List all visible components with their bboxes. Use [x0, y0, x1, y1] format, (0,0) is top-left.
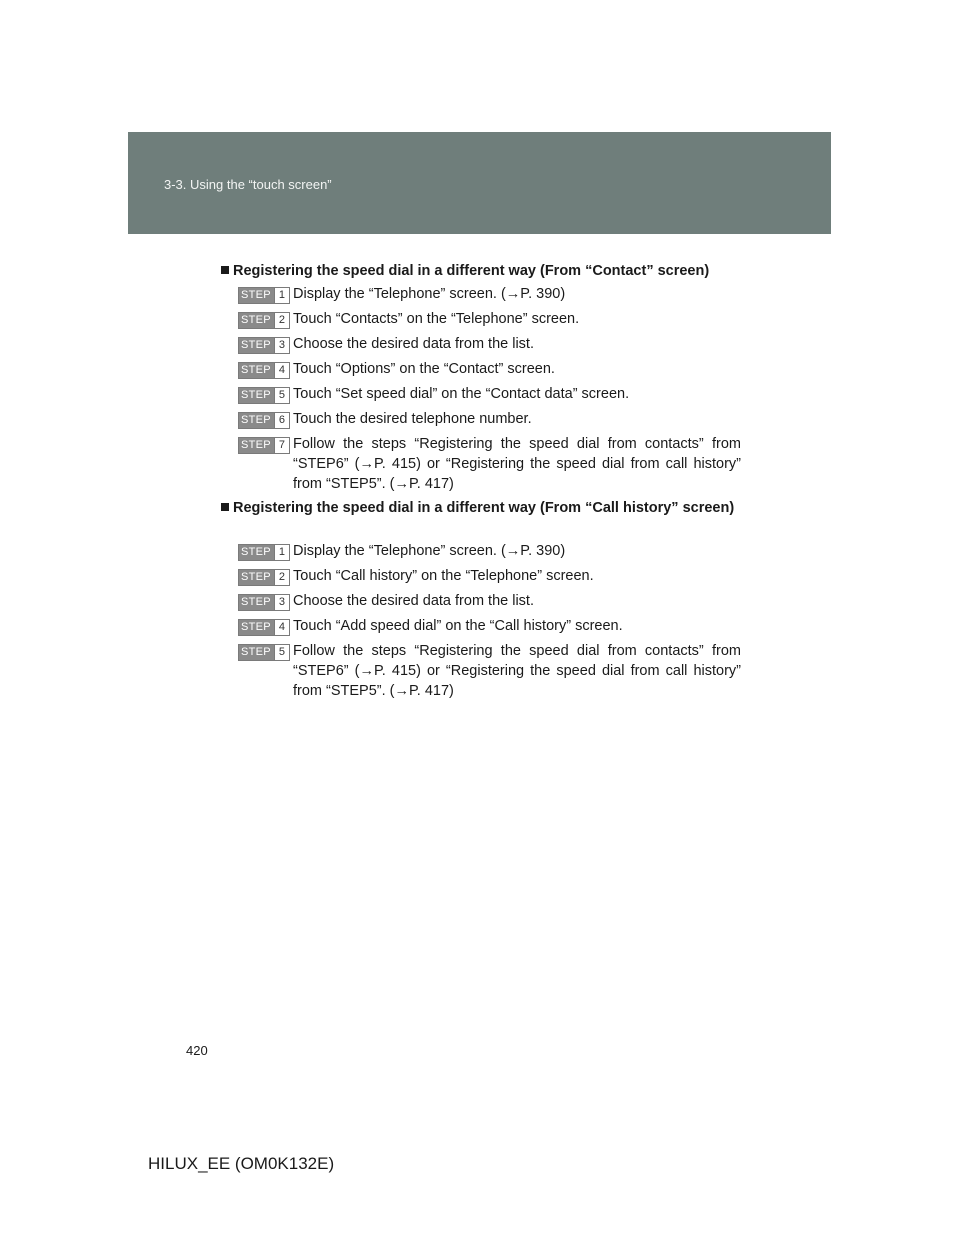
- step-text: Touch “Add speed dial” on the “Call history” screen.: [293, 618, 623, 634]
- step-badge: STEP 2: [238, 569, 290, 586]
- section-heading-contact: Registering the speed dial in a different way (From “Contact” screen): [221, 260, 741, 282]
- step-badge: STEP 6: [238, 412, 290, 429]
- step-text: Touch the desired telephone number.: [293, 411, 532, 427]
- step-item: [238, 284, 741, 304]
- document-code: HILUX_EE (OM0K132E): [148, 1154, 335, 1173]
- step-badge: STEP 5: [238, 387, 290, 404]
- step-item: [238, 384, 741, 404]
- step-text: Follow the steps “Registering the speed dial from contacts” from “STEP6” (→P. 415) or “Registering the speed dial from call history” from “STEP5”. (→P. 417): [293, 643, 741, 699]
- step-text: Touch “Contacts” on the “Telephone” screen.: [293, 311, 580, 327]
- step-text: Touch “Call history” on the “Telephone” screen.: [293, 568, 594, 584]
- step-text: Choose the desired data from the list.: [293, 336, 534, 352]
- step-badge: STEP 3: [238, 594, 290, 611]
- step-item: [238, 359, 741, 379]
- step-badge: STEP 7: [238, 437, 290, 454]
- step-text: Touch “Set speed dial” on the “Contact data” screen.: [293, 386, 630, 402]
- step-badge: STEP 2: [238, 312, 290, 329]
- step-item: [238, 591, 741, 611]
- step-text: Display the “Telephone” screen. (→P. 390): [293, 286, 566, 302]
- step-badge: STEP 1: [238, 287, 290, 304]
- step-text: Follow the steps “Registering the speed dial from contacts” from “STEP6” (→P. 415) or “Registering the speed dial from call history” from “STEP5”. (→P. 417): [293, 436, 741, 492]
- step-item: [238, 309, 741, 329]
- step-text: Display the “Telephone” screen. (→P. 390): [293, 543, 566, 559]
- step-badge: STEP 5: [238, 644, 290, 661]
- step-item: [238, 409, 741, 429]
- step-item: [238, 334, 741, 354]
- step-badge: STEP 4: [238, 619, 290, 636]
- step-text: Choose the desired data from the list.: [293, 593, 534, 609]
- step-item: [238, 616, 741, 636]
- step-text: Touch “Options” on the “Contact” screen.: [293, 361, 555, 377]
- chapter-title: 3-3. Using the “touch screen”: [164, 177, 332, 192]
- square-bullet-icon: [221, 503, 229, 511]
- step-badge: STEP 4: [238, 362, 290, 379]
- page-number: 420: [186, 1043, 208, 1058]
- step-badge: STEP 3: [238, 337, 290, 354]
- step-item: [238, 541, 741, 561]
- section-heading-call-history: Registering the speed dial in a different way (From “Call history” screen): [221, 497, 741, 519]
- chapter-header: [128, 132, 831, 234]
- square-bullet-icon: [221, 266, 229, 274]
- step-item: [238, 641, 741, 701]
- step-item: [238, 434, 741, 494]
- step-item: [238, 566, 741, 586]
- step-badge: STEP 1: [238, 544, 290, 561]
